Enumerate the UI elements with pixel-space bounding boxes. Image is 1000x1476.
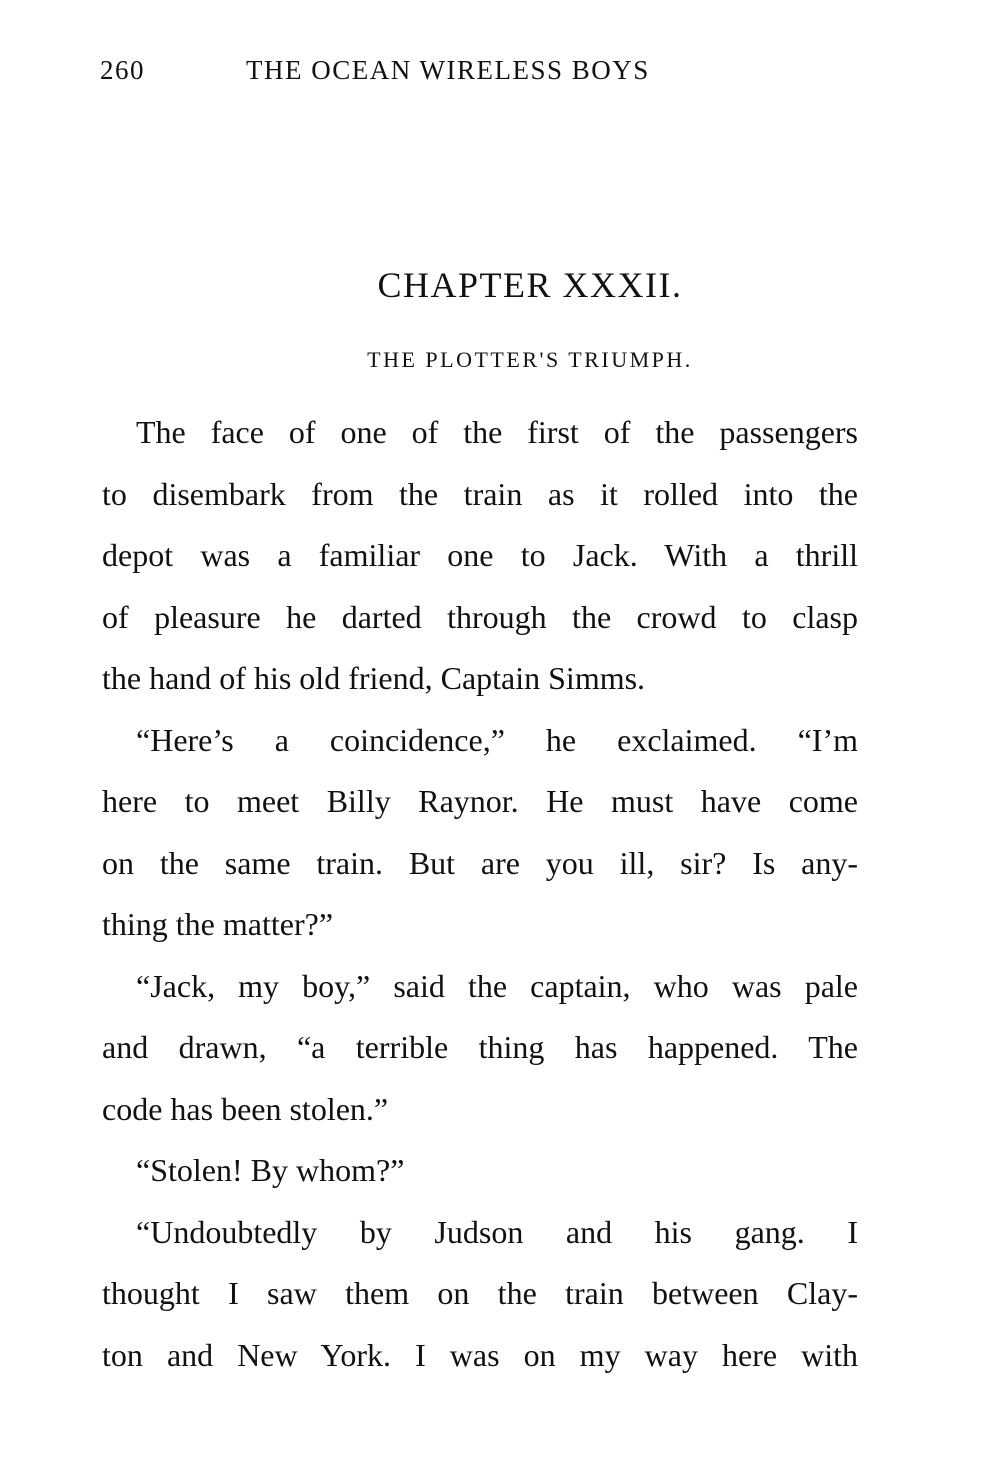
running-head — [100, 52, 860, 88]
text-line: The face of one of the first of the passengers — [136, 414, 858, 450]
page-number: 260 — [100, 55, 145, 85]
book-title: THE OCEAN WIRELESS BOYS — [246, 55, 650, 85]
text-line: depot was a familiar one to Jack. With a thrill — [102, 537, 858, 573]
text-line: to disembark from the train as it rolled into the — [102, 475, 858, 512]
text-line: thought I saw them on the train between Clay- — [102, 1275, 858, 1311]
text-line: and drawn, “a terrible thing has happened. The — [102, 1029, 858, 1065]
text-line: of pleasure he darted through the crowd to clasp — [102, 598, 858, 635]
text-line: “Stolen! By whom?” — [136, 1152, 405, 1188]
text-line: here to meet Billy Raynor. He must have come — [102, 783, 858, 819]
chapter-subtitle: THE PLOTTER'S TRIUMPH. — [367, 347, 693, 372]
text-line: thing the matter?” — [102, 906, 334, 942]
text-line: “Here’s a coincidence,” he exclaimed. “I’m — [136, 721, 858, 758]
text-line: “Jack, my boy,” said the captain, who was pale — [136, 967, 858, 1004]
chapter-title: CHAPTER XXXII. — [377, 265, 683, 305]
body-text — [102, 402, 858, 1386]
text-line: “Undoubtedly by Judson and his gang. I — [136, 1213, 858, 1250]
text-line: the hand of his old friend, Captain Simms. — [102, 660, 646, 696]
text-line: code has been stolen.” — [102, 1090, 389, 1127]
text-line: on the same train. But are you ill, sir? Is any- — [102, 844, 858, 881]
text-line: ton and New York. I was on my way here with — [102, 1336, 858, 1373]
